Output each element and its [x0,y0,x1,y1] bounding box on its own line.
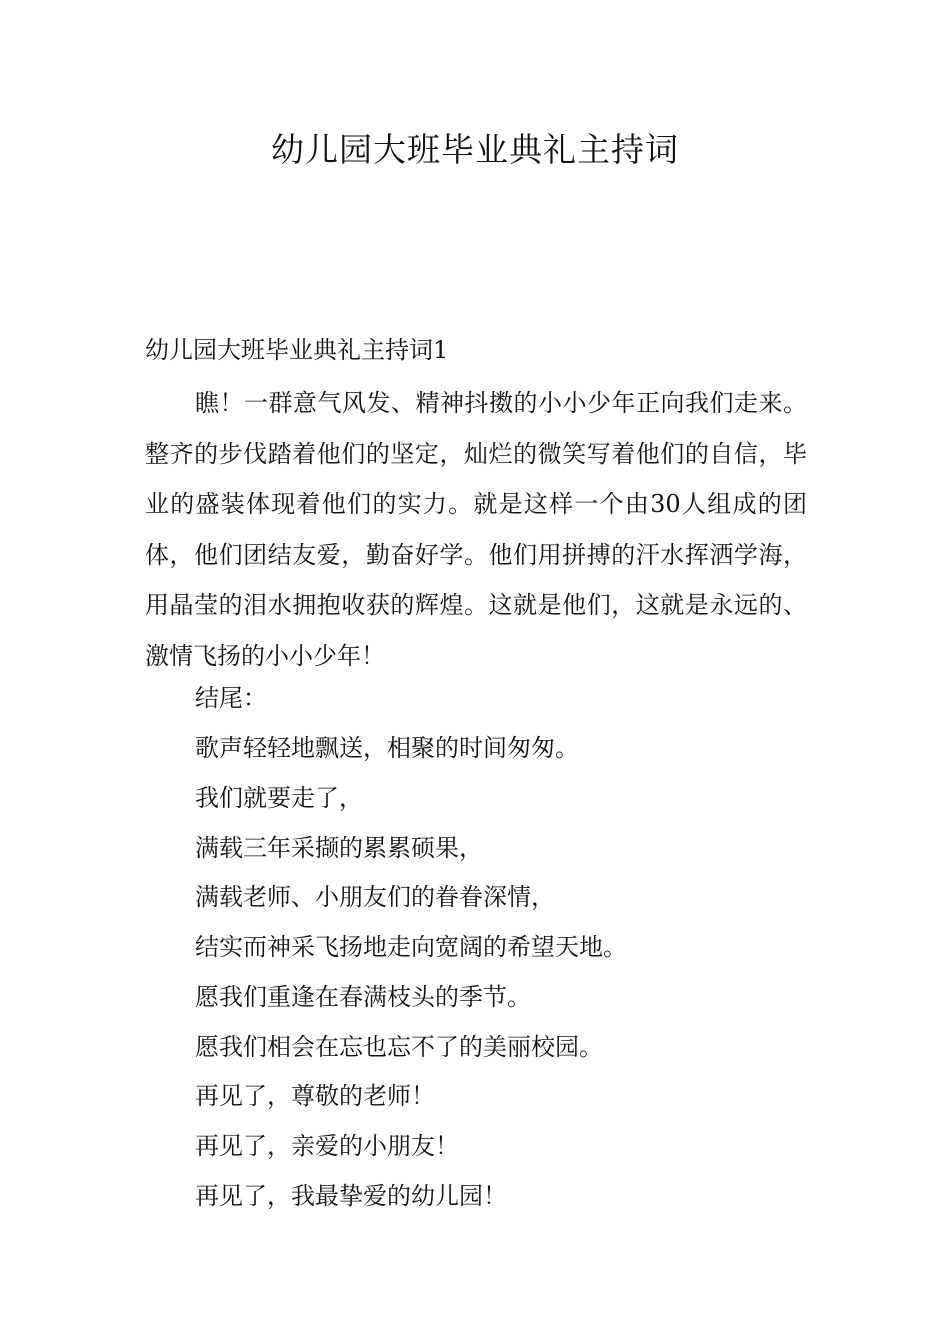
section-heading: 幼儿园大班毕业典礼主持词1 [145,336,449,364]
closing-line: 我们就要走了， [195,784,363,812]
closing-line: 结实而神采飞扬地走向宽阔的希望天地。 [195,933,627,961]
closing-label: 结尾： [195,684,267,712]
closing-line: 满载三年采撷的累累硕果， [195,834,483,862]
closing-line: 满载老师、小朋友们的眷眷深情， [195,883,555,911]
closing-line: 再见了，尊敬的老师！ [195,1082,435,1110]
closing-line: 再见了，我最挚爱的幼儿园！ [195,1182,507,1210]
intro-paragraph: 瞧！一群意气风发、精神抖擞的小小少年正向我们走来。整齐的步伐踏着他们的坚定，灿烂的微笑写着他们的自信，毕业的盛装体现着他们的实力。就是这样一个由30人组成的团体，他们团结友爱，勤奋好学。他们用拼搏的汗水挥洒学海，用晶莹的泪水拥抱收获的辉煌。这就是他们，这就是永远的、激情飞扬的小小少年！ [145,389,807,670]
closing-line: 歌声轻轻地飘送，相聚的时间匆匆。 [195,734,579,762]
closing-line: 愿我们相会在忘也忘不了的美丽校园。 [195,1033,603,1061]
closing-line: 再见了，亲爱的小朋友！ [195,1132,459,1160]
document-title: 幼儿园大班毕业典礼主持词 [271,130,679,169]
closing-line: 愿我们重逢在春满枝头的季节。 [195,983,531,1011]
